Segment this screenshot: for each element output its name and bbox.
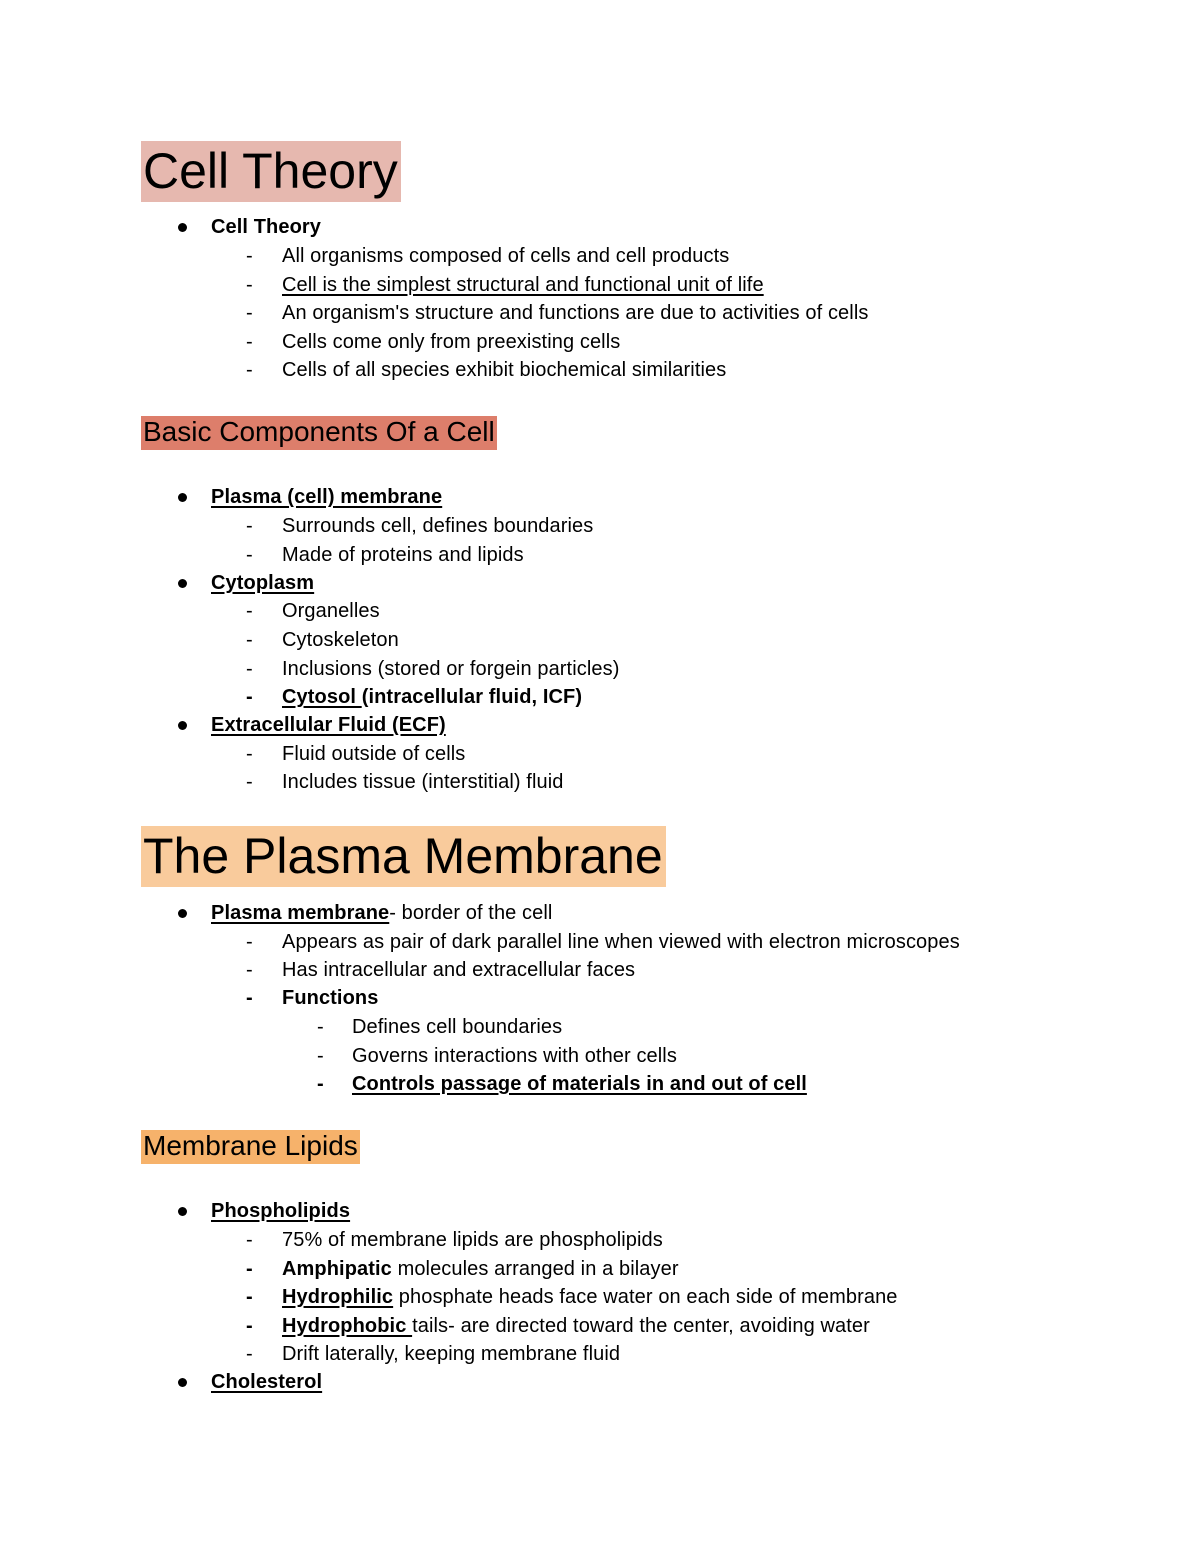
dash-icon: - [246,629,253,651]
list-item: Drift laterally, keeping membrane fluid [282,1343,621,1365]
list-item: An organism's structure and functions are due to activities of cells [282,302,869,324]
list-item: Cells of all species exhibit biochemical similarities [282,359,727,381]
list-item: Fluid outside of cells [282,743,466,765]
dash-icon: - [246,245,253,267]
list-item-cytoplasm: Cytoplasm [211,572,315,594]
list-item: Appears as pair of dark parallel line when viewed with electron microscopes [282,931,960,953]
bullet-icon [178,223,187,232]
hydrophobic-term: Hydrophobic [282,1315,413,1337]
plasma-membrane-rest: - border of the cell [389,902,553,924]
hydrophilic-rest: phosphate heads face water on each side of membrane [393,1286,898,1308]
dash-icon: - [246,1229,253,1251]
bullet-icon [178,909,187,918]
dash-icon: - [246,1343,253,1365]
cytosol-term: Cytosol [282,686,362,708]
dash-icon: - [246,959,253,981]
bullet-icon [178,721,187,730]
dash-icon: - [246,1258,253,1280]
heading-membrane-lipids: Membrane Lipids [141,1130,360,1164]
list-item: Inclusions (stored or forgein particles) [282,658,620,680]
list-item: Organelles [282,600,380,622]
list-item [282,1257,679,1281]
dash-icon: - [246,544,253,566]
list-item: Governs interactions with other cells [352,1045,677,1067]
bullet-icon [178,493,187,502]
heading-basic-components: Basic Components Of a Cell [141,416,497,450]
list-item: Includes tissue (interstitial) fluid [282,771,564,793]
dash-icon: - [246,302,253,324]
dash-icon: - [317,1016,324,1038]
dash-icon: - [246,1286,253,1308]
list-item-plasma-membrane: Plasma (cell) membrane [211,486,443,508]
list-item: All organisms composed of cells and cell products [282,245,730,267]
hydrophobic-rest: tails- are directed toward the center, avoiding water [412,1315,870,1337]
bullet-icon [178,579,187,588]
dash-icon: - [246,515,253,537]
list-item [282,1285,898,1309]
dash-icon: - [246,1315,253,1337]
list-item-cell-theory: Cell Theory [211,216,322,238]
list-item-cytosol [282,685,582,709]
cytosol-rest: (intracellular fluid, ICF) [361,686,583,708]
list-item: Controls passage of materials in and out of cell [352,1073,807,1095]
dash-icon: - [246,359,253,381]
list-item: Cells come only from preexisting cells [282,331,621,353]
list-item-plasma-membrane-def [211,901,552,925]
list-item [282,1314,870,1338]
dash-icon: - [246,686,253,708]
dash-icon: - [317,1073,324,1095]
heading-cell-theory: Cell Theory [141,141,401,202]
dash-icon: - [317,1045,324,1067]
list-item: Made of proteins and lipids [282,544,524,566]
amphipatic-rest: molecules arranged in a bilayer [391,1258,679,1280]
list-item: Cell is the simplest structural and functional unit of life [282,274,764,296]
dash-icon: - [246,743,253,765]
bullet-icon [178,1378,187,1387]
dash-icon: - [246,331,253,353]
dash-icon: - [246,600,253,622]
hydrophilic-term: Hydrophilic [282,1286,394,1308]
list-item: Surrounds cell, defines boundaries [282,515,594,537]
dash-icon: - [246,771,253,793]
dash-icon: - [246,658,253,680]
dash-icon: - [246,931,253,953]
heading-plasma-membrane: The Plasma Membrane [141,826,666,887]
list-item-cholesterol: Cholesterol [211,1371,323,1393]
list-item-phospholipids: Phospholipids [211,1200,351,1222]
list-item: Cytoskeleton [282,629,399,651]
bullet-icon [178,1207,187,1216]
plasma-membrane-term: Plasma membrane [211,902,390,924]
list-item-ecf: Extracellular Fluid (ECF) [211,714,446,736]
list-item-functions: Functions [282,987,379,1009]
list-item: Defines cell boundaries [352,1016,563,1038]
list-item: 75% of membrane lipids are phospholipids [282,1229,663,1251]
list-item: Has intracellular and extracellular faces [282,959,636,981]
dash-icon: - [246,987,253,1009]
amphipatic-term: Amphipatic [282,1258,392,1280]
dash-icon: - [246,274,253,296]
